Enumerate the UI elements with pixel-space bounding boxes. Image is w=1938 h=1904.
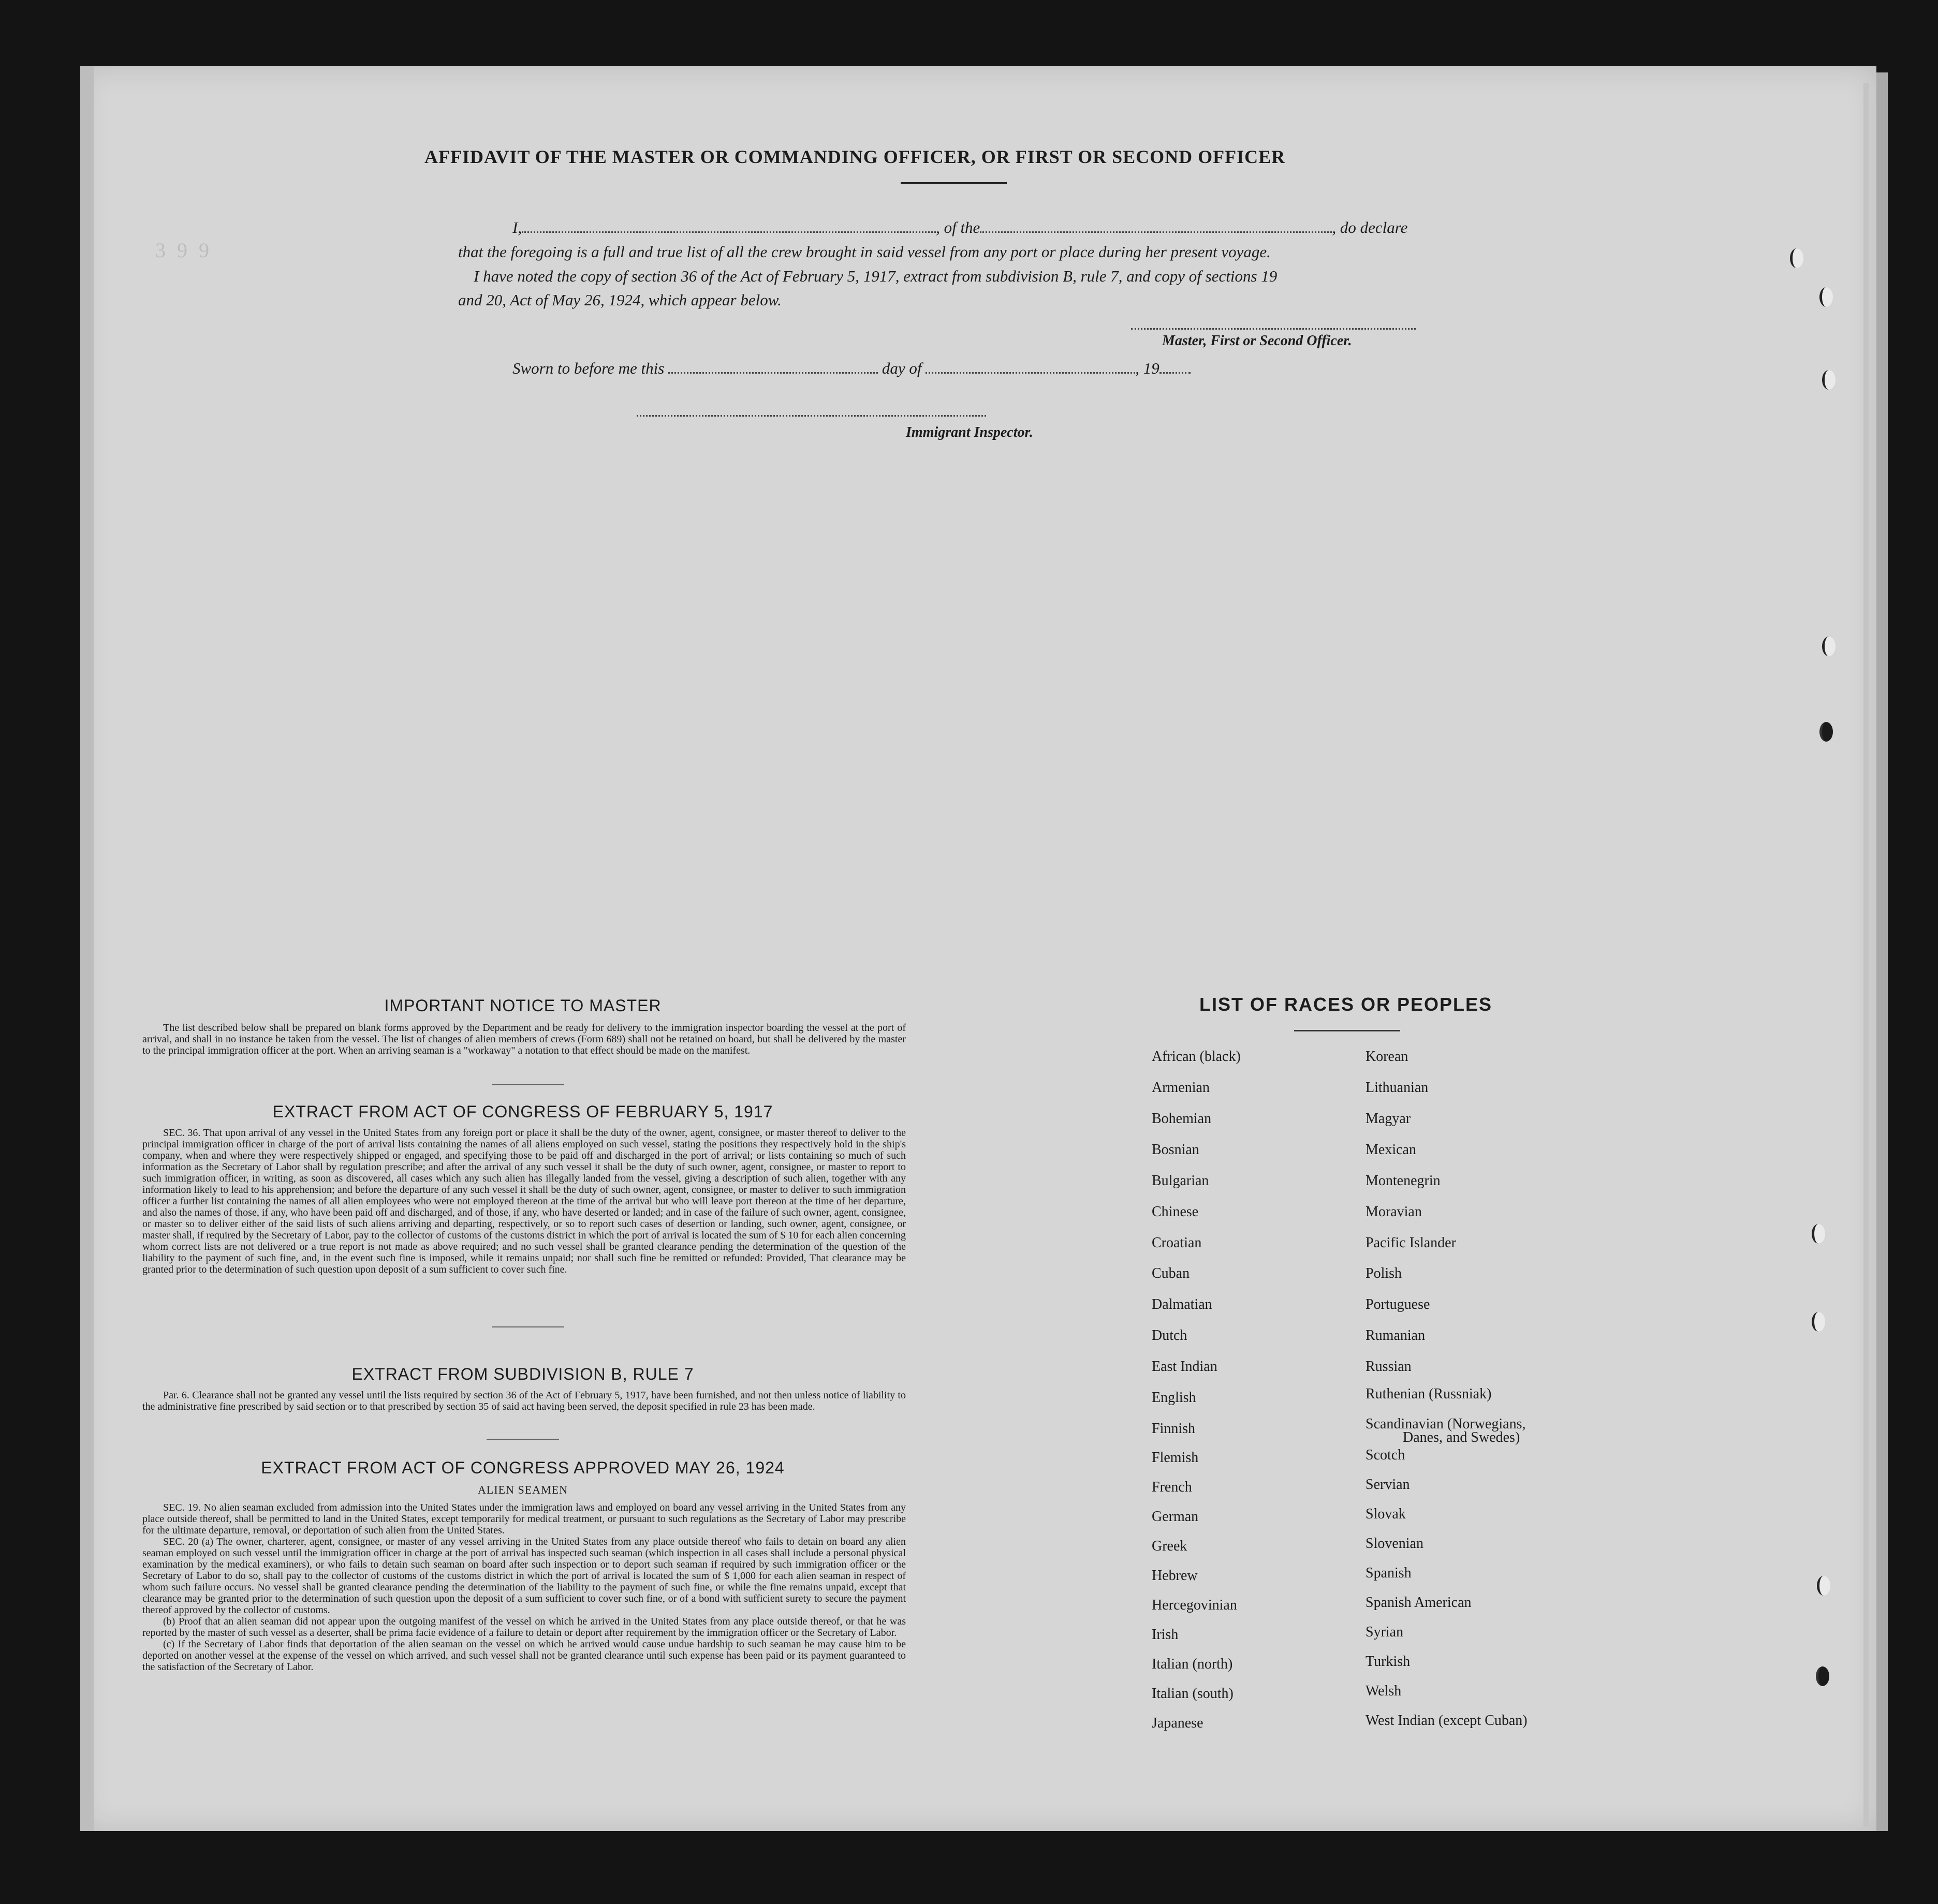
sec-20a-paragraph: SEC. 20 (a) The owner, charterer, agent, consignee, or master of any vessel arriving in the United States from any place outside thereof who fails to detain on board any alien seaman employed on such vessel until the immigration officer in charge at the port of arrival has inspected such seaman (which inspection in all cases shall include a personal physical examination by the medical examiners), or who fails to detain such seaman on board after such inspection or to deport such seaman if required by such immigration officer or the Secretary of Labor to do so, shall pay to the collector of customs of the customs district in which the port of arrival is located the sum of $ 1,000 for each alien seaman in respect of whom such failure occurs. No vessel shall be granted clearance pending the determination of the liability to the payment of such fine, or while the fine remains unpaid, except that clearance may be granted prior to the determination of such question upon the deposit of a sum sufficient to cover such fine, or of a bond with sufficient surety to secure the payment thereof approved by the collector of customs. [142,1536,906,1616]
sheet-left-margin [80,66,94,1831]
sec-20c-paragraph: (c) If the Secretary of Labor finds that deportation of the alien seaman on the vessel on which he arrived would cause undue hardship to such seaman he may cause him to be deported on another vessel at the expense of the vessel on which arrived, and such vessel shall not be granted clearance until such expense has been paid or its payment guaranteed to the satisfaction of the Secretary of Labor. [142,1639,906,1673]
extract-rule7-paragraph: Par. 6. Clearance shall not be granted any vessel until the lists required by section 36 of the Act of February 5, 1917, have been furnished, and not then unless notice of liability to the administrative fine prescribed by said section or to that prescribed by section 35 of said act having been served, the deposit specified in rule 23 has been made. [142,1390,906,1412]
bleed-through-mark: 3 9 9 [155,239,212,262]
race-item: Portuguese [1366,1296,1430,1312]
race-item: Syrian [1366,1624,1404,1640]
punch-hole [1817,1576,1830,1596]
inspector-caption: Immigrant Inspector. [906,424,1033,440]
race-item: Mexican [1366,1142,1416,1158]
race-item: French [1152,1479,1192,1495]
race-item: East Indian [1152,1359,1217,1375]
race-item: Lithuanian [1366,1080,1429,1096]
sheet-right-edge [1876,72,1888,1831]
extract-1924-body [142,1502,906,1673]
race-item-continuation: Danes, and Swedes) [1403,1429,1520,1445]
sworn-year-blank[interactable] [1159,361,1191,374]
notice-paragraph: The list described below shall be prepared on blank forms approved by the Department and be ready for delivery to the immigration inspector boarding the vessel at the port of arrival, and shall in no instance be taken from the vessel. The list of changes of alien members of crews (Form 689) shall not be retained on board, but shall be delivered by the master to the principal immigration officer at the port. When an arriving seaman is a "workaway" a notation to that effect should be made on the manifest. [142,1022,906,1056]
punch-hole [1819,287,1833,307]
declaration-do-declare: , do declare [1332,218,1408,237]
race-item: Bulgarian [1152,1173,1209,1189]
master-signature-line[interactable] [1131,327,1416,330]
punch-hole [1812,1224,1825,1244]
declaration-i-label: I, [512,218,522,237]
inspector-signature-line[interactable] [637,414,986,417]
sec-19-paragraph: SEC. 19. No alien seaman excluded from admission into the United States under the immigration laws and employed on board any vessel arriving in the United States from any place outside thereof, shall be permitted to land in the United States, except temporarily for medical treatment, or pursuant to such regulations as the Secretary of Labor may prescribe for the ultimate departure, removal, or deportation of such alien from the United States. [142,1502,906,1536]
extract-rule7-title: EXTRACT FROM SUBDIVISION B, RULE 7 [351,1365,694,1383]
race-item: Scotch [1366,1447,1405,1463]
extract-1917-paragraph: SEC. 36. That upon arrival of any vessel in the United States from any foreign port or place it shall be the duty of the owner, agent, consignee, or master thereof to deliver to the principal immigration officer in charge of the port of arrival lists containing the names of all aliens employed on such vessel, stating the positions they respectively hold in the ship's company, when and where they were respectively shipped or engaged, and specifying those to be paid off and discharged in the port of arrival; or lists containing so much of such information as the Secretary of Labor shall by regulation prescribe; and after the arrival of any such vessel it shall be the duty of such owner, agent, consignee, or master to report to such immigration officer, in writing, as soon as discovered, all cases which any such alien has illegally landed from the vessel, giving a description of such alien, together with any information likely to lead to his apprehension; and before the departure of any such vessel it shall be the duty of such owner, agent, consignee, or master to deliver to such immigration officer a further list containing the names of all alien employees who were not employed thereon at the time of the arrival but who will leave port thereon at the time of her departure, and also the names of those, if any, who have been paid off and discharged, and of those, if any, who have deserted or landed; and in case of the failure of such owner, agent, consignee, or master so to deliver either of the said lists of such aliens arriving and departing, respectively, or so to report such cases of desertion or landing, such owner, agent, consignee, or master shall, if required by the Secretary of Labor, pay to the collector of customs of the customs district in which the port of arrival is located the sum of $ 10 for each alien concerning whom correct lists are not delivered or a true report is not made as above required; and no such vessel shall be granted clearance pending the determination of the question of the liability to the payment of such fine, and, in the event such fine is imposed, while it remains unpaid; nor shall such fine be remitted or refunded: Provided, That clearance may be granted prior to the determination of such question upon deposit of a sum sufficient to cover such fine. [142,1127,906,1275]
sworn-year: , 19 [1135,359,1159,377]
races-title: LIST OF RACES OR PEOPLES [1199,994,1493,1015]
race-item: Turkish [1366,1654,1411,1670]
race-item: African (black) [1152,1049,1241,1065]
extract-1917-title: EXTRACT FROM ACT OF CONGRESS OF FEBRUARY 5, 1917 [272,1102,773,1121]
race-item: Finnish [1152,1421,1196,1437]
sworn-line [512,357,1191,380]
race-item: Dutch [1152,1327,1187,1344]
race-item: Ruthenian (Russniak) [1366,1386,1492,1402]
race-item: Rumanian [1366,1327,1426,1344]
race-item: Welsh [1366,1683,1402,1699]
punch-hole [1822,637,1836,656]
extract-1917-body [142,1127,906,1275]
race-item: Slovak [1366,1506,1406,1522]
affidavit-title: AFFIDAVIT OF THE MASTER OR COMMANDING OFFICER, OR FIRST OR SECOND OFFICER [424,146,1286,167]
race-item: Spanish [1366,1565,1412,1581]
punch-hole [1812,1312,1825,1332]
race-item: Irish [1152,1627,1179,1643]
race-item: German [1152,1509,1199,1525]
punch-hole [1790,248,1803,268]
section-divider [487,1439,559,1440]
name-blank[interactable] [522,220,936,233]
race-item: Magyar [1366,1111,1411,1127]
race-item: Pacific Islander [1366,1235,1456,1251]
race-item: West Indian (except Cuban) [1366,1713,1528,1729]
race-item: Chinese [1152,1204,1199,1220]
master-caption: Master, First or Second Officer. [1162,333,1352,349]
race-item: Japanese [1152,1715,1203,1731]
declaration-line-4: and 20, Act of May 26, 1924, which appear below. [458,291,782,309]
section-divider [492,1084,564,1085]
punch-hole [1816,1666,1829,1686]
extract-1924-title: EXTRACT FROM ACT OF CONGRESS APPROVED MAY 26, 1924 [261,1458,785,1477]
declaration-line-1 [512,216,1407,239]
race-item: Montenegrin [1366,1173,1441,1189]
declaration-of-label: , of the [936,218,980,237]
race-item: Hebrew [1152,1568,1198,1584]
race-item: Flemish [1152,1450,1199,1466]
section-divider [492,1326,564,1327]
race-item: Bosnian [1152,1142,1199,1158]
race-item: Hercegovinian [1152,1597,1237,1613]
race-item: Croatian [1152,1235,1202,1251]
sheet-edge-shadow [1863,83,1869,1827]
race-item: Servian [1366,1477,1410,1493]
race-item: Italian (north) [1152,1656,1233,1672]
races-title-rule [1294,1030,1400,1031]
notice-body [142,1022,906,1056]
sworn-day-of: day of [882,359,922,377]
race-item: Cuban [1152,1265,1190,1281]
race-item: Russian [1366,1359,1412,1375]
vessel-blank[interactable] [980,220,1332,233]
declaration-line-3: I have noted the copy of section 36 of the Act of February 5, 1917, extract from subdivision B, rule 7, and copy of sections 19 [474,267,1278,285]
race-item: Slovenian [1366,1536,1423,1552]
race-item: Dalmatian [1152,1296,1212,1312]
race-item: Moravian [1366,1204,1422,1220]
race-item: Italian (south) [1152,1686,1234,1702]
sec-20b-paragraph: (b) Proof that an alien seaman did not appear upon the outgoing manifest of the vessel on which he arrived in the United States from any place outside thereof, or that he was reported by the master of such vessel as a deserter, shall be prima facie evidence of a failure to detain or deport after requirement by the immigration officer or the Secretary of Labor. [142,1616,906,1639]
punch-hole [1822,370,1836,390]
race-item: Bohemian [1152,1111,1212,1127]
title-rule [901,182,1007,184]
declaration-line-2: that the foregoing is a full and true list of all the crew brought in said vessel from any port or place during her present voyage. [458,243,1271,261]
sworn-prefix: Sworn to before me this [512,359,665,377]
race-item: Greek [1152,1538,1187,1554]
alien-seamen-subtitle: ALIEN SEAMEN [478,1483,568,1496]
race-item: Spanish American [1366,1595,1472,1611]
race-item: Scandinavian (Norwegians, [1366,1416,1526,1432]
extract-rule7-body [142,1390,906,1412]
sworn-month-blank[interactable] [926,361,1135,374]
punch-hole [1819,722,1833,742]
race-item: Armenian [1152,1080,1210,1096]
race-item: Korean [1366,1049,1408,1065]
notice-title: IMPORTANT NOTICE TO MASTER [384,996,662,1015]
race-item: Polish [1366,1265,1402,1281]
sworn-day-blank[interactable] [668,361,878,374]
race-item: English [1152,1390,1196,1406]
